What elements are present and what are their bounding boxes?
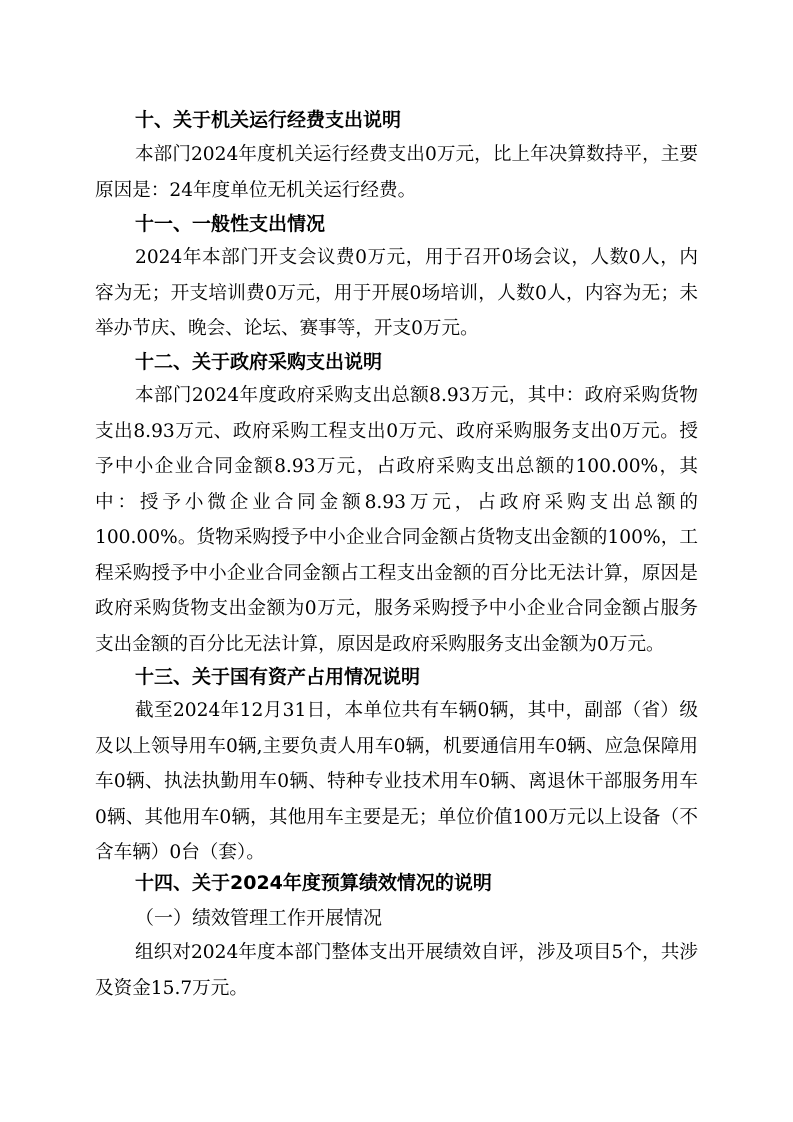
section-heading-12: 十二、关于政府采购支出说明 (135, 351, 383, 373)
section-10-paragraph: 本部门2024年度机关运行经费支出0万元，比上年决算数持平，主要原因是：24年度单位无机关运行经费。 (95, 144, 698, 201)
section-heading-10: 十、关于机关运行经费支出说明 (135, 109, 402, 131)
section-14-paragraph: 组织对2024年度本部门整体支出开展绩效自评，涉及项目5个，共涉及资金15.7万元。 (95, 942, 698, 999)
section-11-paragraph: 2024年本部门开支会议费0万元，用于召开0场会议，人数0人，内容为无；开支培训费0万元，用于开展0场培训，人数0人，内容为无；未举办节庆、晚会、论坛、赛事等，开支0万元。 (95, 247, 698, 339)
section-13-paragraph: 截至2024年12月31日，本单位共有车辆0辆，其中，副部（省）级及以上领导用车0辆,主要负责人用车0辆，机要通信用车0辆、应急保障用车0辆、执法执勤用车0辆、特种专业技术用车0辆、离退休干部服务用车0辆、其他用车0辆，其他用车主要是无；单位价值100万元以上设备（不含车辆）0台（套）。 (95, 700, 698, 863)
section-12-paragraph: 本部门2024年度政府采购支出总额8.93万元，其中：政府采购货物支出8.93万元、政府采购工程支出0万元、政府采购服务支出0万元。授予中小企业合同金额8.93万元，占政府采购支出总额的100.00%，其中：授予小微企业合同金额8.93万元，占政府采购支出总额的100.00%。货物采购授予中小企业合同金额占货物支出金额的100%，工程采购授予中小企业合同金额占工程支出金额的百分比无法计算，原因是政府采购货物支出金额为0万元，服务采购授予中小企业合同金额占服务支出金额的百分比无法计算，原因是政府采购服务支出金额为0万元。 (95, 385, 698, 655)
section-heading-14: 十四、关于2024年度预算绩效情况的说明 (135, 872, 492, 894)
section-heading-13: 十三、关于国有资产占用情况说明 (135, 666, 421, 688)
section-heading-11: 十一、一般性支出情况 (135, 213, 326, 235)
section-14-subheading: （一）绩效管理工作开展情况 (135, 907, 383, 929)
